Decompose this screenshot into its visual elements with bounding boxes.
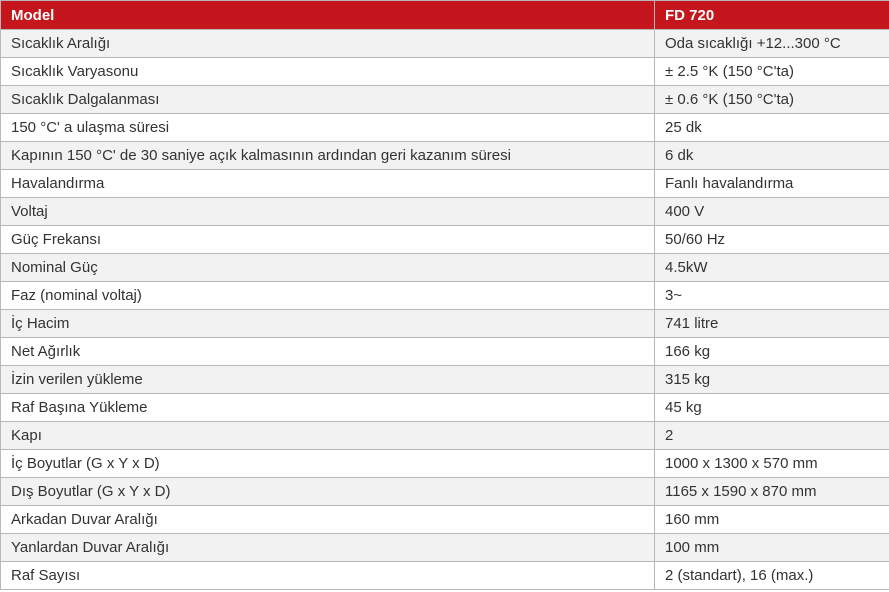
spec-value: 2 (standart), 16 (max.) — [655, 562, 889, 590]
spec-label: Voltaj — [1, 198, 655, 226]
table-row — [1, 254, 889, 282]
table-body — [1, 30, 889, 590]
table-row — [1, 366, 889, 394]
spec-label: Raf Başına Yükleme — [1, 394, 655, 422]
spec-label: Sıcaklık Dalgalanması — [1, 86, 655, 114]
spec-label: Dış Boyutlar (G x Y x D) — [1, 478, 655, 506]
spec-value: Fanlı havalandırma — [655, 170, 889, 198]
header-model-label: Model — [1, 1, 655, 30]
spec-value: ± 0.6 °K (150 °C'ta) — [655, 86, 889, 114]
spec-value: 100 mm — [655, 534, 889, 562]
spec-label: Kapının 150 °C' de 30 saniye açık kalmasının ardından geri kazanım süresi — [1, 142, 655, 170]
spec-label: Net Ağırlık — [1, 338, 655, 366]
spec-label: Güç Frekansı — [1, 226, 655, 254]
spec-value: 741 litre — [655, 310, 889, 338]
spec-value: 315 kg — [655, 366, 889, 394]
spec-label: İç Boyutlar (G x Y x D) — [1, 450, 655, 478]
spec-value: 25 dk — [655, 114, 889, 142]
spec-label: Havalandırma — [1, 170, 655, 198]
table-row — [1, 30, 889, 58]
table-row — [1, 58, 889, 86]
table-row — [1, 86, 889, 114]
spec-value: 1000 x 1300 x 570 mm — [655, 450, 889, 478]
table-row — [1, 310, 889, 338]
spec-value: 45 kg — [655, 394, 889, 422]
table-row — [1, 142, 889, 170]
spec-value: Oda sıcaklığı +12...300 °C — [655, 30, 889, 58]
header-model-value: FD 720 — [655, 1, 889, 30]
table-row — [1, 282, 889, 310]
spec-value: ± 2.5 °K (150 °C'ta) — [655, 58, 889, 86]
spec-value: 4.5kW — [655, 254, 889, 282]
spec-value: 160 mm — [655, 506, 889, 534]
spec-label: Raf Sayısı — [1, 562, 655, 590]
spec-label: Kapı — [1, 422, 655, 450]
spec-label: 150 °C' a ulaşma süresi — [1, 114, 655, 142]
spec-label: Sıcaklık Aralığı — [1, 30, 655, 58]
table-row — [1, 338, 889, 366]
table-row — [1, 422, 889, 450]
spec-value: 50/60 Hz — [655, 226, 889, 254]
table-row — [1, 506, 889, 534]
spec-label: Arkadan Duvar Aralığı — [1, 506, 655, 534]
spec-value: 400 V — [655, 198, 889, 226]
table-row — [1, 534, 889, 562]
table-header-row — [1, 1, 889, 30]
table-row — [1, 478, 889, 506]
spec-label: Nominal Güç — [1, 254, 655, 282]
spec-label: Sıcaklık Varyasonu — [1, 58, 655, 86]
table-row — [1, 198, 889, 226]
table-row — [1, 226, 889, 254]
spec-value: 166 kg — [655, 338, 889, 366]
table-row — [1, 562, 889, 590]
spec-label: İzin verilen yükleme — [1, 366, 655, 394]
spec-label: Faz (nominal voltaj) — [1, 282, 655, 310]
table-row — [1, 170, 889, 198]
table-row — [1, 450, 889, 478]
spec-value: 2 — [655, 422, 889, 450]
table-row — [1, 114, 889, 142]
table-row — [1, 394, 889, 422]
spec-value: 3~ — [655, 282, 889, 310]
spec-value: 1165 x 1590 x 870 mm — [655, 478, 889, 506]
spec-label: Yanlardan Duvar Aralığı — [1, 534, 655, 562]
spec-label: İç Hacim — [1, 310, 655, 338]
spec-value: 6 dk — [655, 142, 889, 170]
